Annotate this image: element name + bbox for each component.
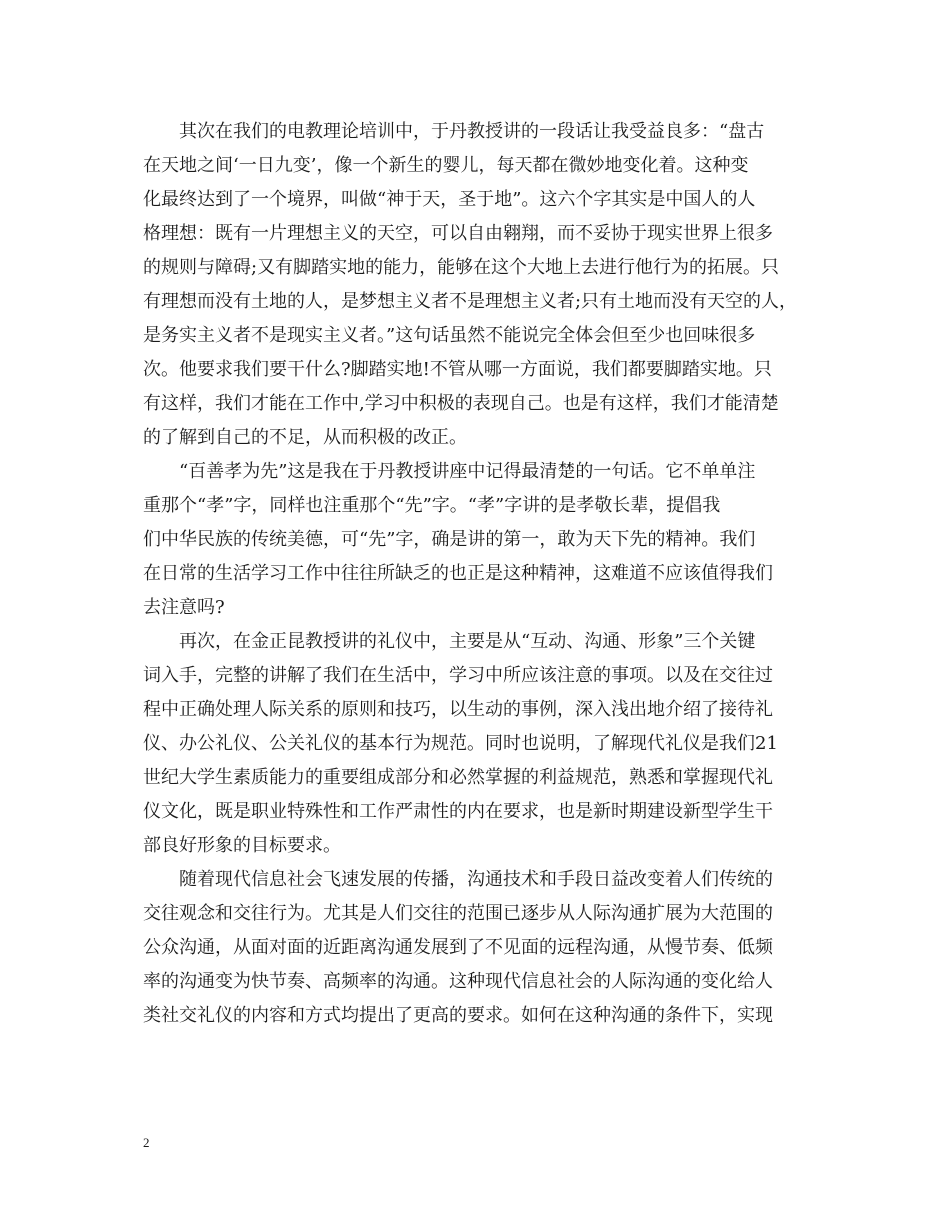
text-line: 次。他要求我们要干什么?脚踏实地!不管从哪一方面说，我们都要脚踏实地。只 — [143, 359, 772, 380]
text-line: 世纪大学生素质能力的重要组成部分和必然掌握的利益规范，熟悉和掌握现代礼 — [143, 767, 773, 788]
text-line: 有这样，我们才能在工作中,学习中积极的表现自己。也是有这样，我们才能清楚 — [143, 393, 779, 414]
text-line: 重那个“孝”字，同样也注重那个“先”字。“孝”字讲的是孝敬长辈，提倡我 — [143, 495, 721, 516]
text-line: 部良好形象的目标要求。 — [143, 835, 341, 856]
text-line: 的规则与障碍;又有脚踏实地的能力，能够在这个大地上去进行他行为的拓展。只 — [143, 257, 780, 278]
text-line: 随着现代信息社会飞速发展的传播，沟通技术和手段日益改变着人们传统的 — [179, 869, 773, 890]
text-line: 词入手，完整的讲解了我们在生活中，学习中所应该注意的事项。以及在交往过 — [143, 665, 773, 686]
text-line: 其次在我们的电教理论培训中，于丹教授讲的一段话让我受益良多：“盘古 — [179, 121, 765, 142]
text-line: 们中华民族的传统美德，可“先”字，确是讲的第一，敢为天下先的精神。我们 — [143, 529, 756, 550]
text-line: 是务实主义者不是现实主义者。”这句话虽然不能说完全体会但至少也回味很多 — [143, 325, 756, 346]
text-line: 有理想而没有土地的人，是梦想主义者不是理想主义者;只有土地而没有天空的人， — [143, 291, 798, 312]
text-line: 化最终达到了一个境界，叫做“神于天，圣于地”。这六个字其实是中国人的人 — [143, 189, 756, 210]
text-line: 交往观念和交往行为。尤其是人们交往的范围已逐步从人际沟通扩展为大范围的 — [143, 903, 773, 924]
text-line: 率的沟通变为快节奏、高频率的沟通。这种现代信息社会的人际沟通的变化给人 — [143, 971, 773, 992]
text-line: 类社交礼仪的内容和方式均提出了更高的要求。如何在这种沟通的条件下，实现 — [143, 1005, 773, 1026]
text-line: 去注意吗? — [143, 597, 225, 618]
text-line: 仪、办公礼仪、公关礼仪的基本行为规范。同时也说明，了解现代礼仪是我们21 — [143, 733, 778, 754]
text-line: 在日常的生活学习工作中往往所缺乏的也正是这种精神，这难道不应该值得我们 — [143, 563, 773, 584]
text-line: “百善孝为先”这是我在于丹教授讲座中记得最清楚的一句话。它不单单注 — [179, 461, 756, 482]
text-line: 格理想：既有一片理想主义的天空，可以自由翱翔，而不妥协于现实世界上很多 — [143, 223, 773, 244]
text-line: 的了解到自己的不足，从而积极的改正。 — [143, 427, 467, 448]
text-line: 公众沟通，从面对面的近距离沟通发展到了不见面的远程沟通，从慢节奏、低频 — [143, 937, 773, 958]
text-line: 再次，在金正昆教授讲的礼仪中，主要是从“互动、沟通、形象”三个关键 — [179, 631, 756, 652]
text-line: 仪文化，既是职业特殊性和工作严肃性的内在要求，也是新时期建设新型学生干 — [143, 801, 773, 822]
document-body — [143, 115, 813, 1033]
page-number: 2 — [143, 1135, 150, 1150]
text-line: 程中正确处理人际关系的原则和技巧，以生动的事例，深入浅出地介绍了接待礼 — [143, 699, 773, 720]
text-line: 在天地之间‘一日九变’，像一个新生的婴儿，每天都在微妙地变化着。这种变 — [143, 155, 749, 176]
